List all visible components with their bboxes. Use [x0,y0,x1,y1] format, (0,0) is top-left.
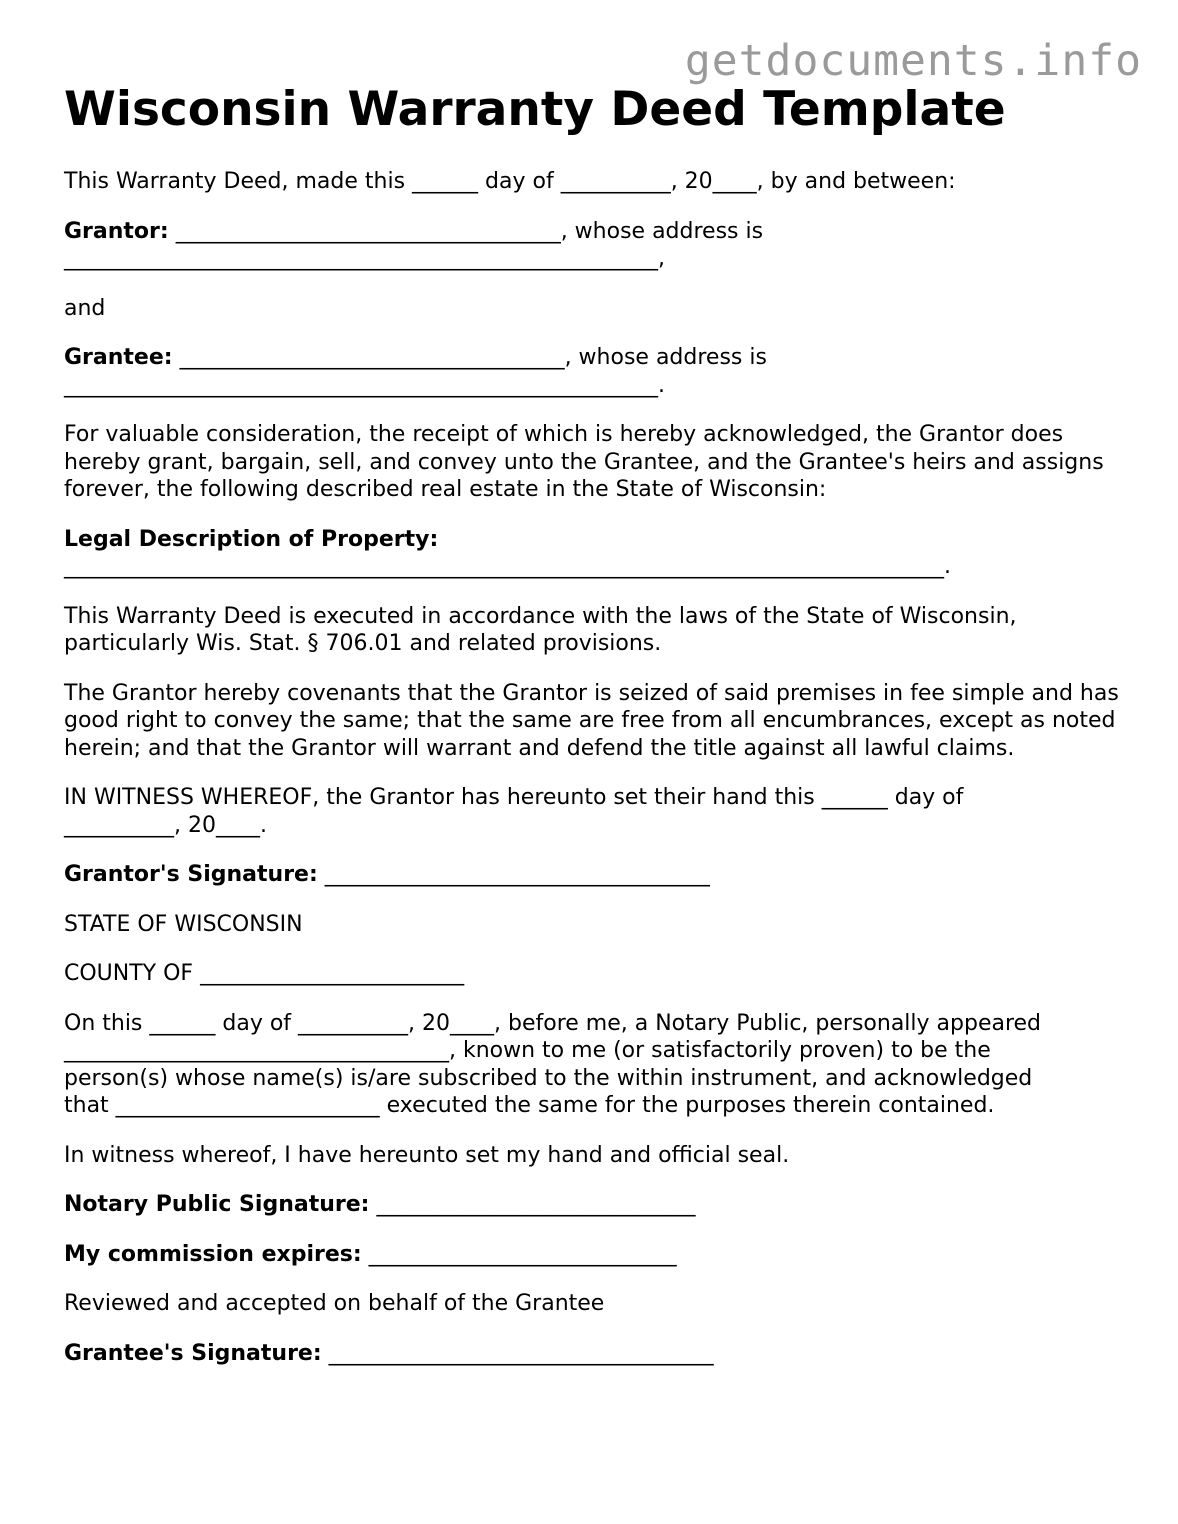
and-text: and [64,295,106,321]
consideration-paragraph: For valuable consideration, the receipt of which is hereby acknowledged, the Grantor does hereby grant, bargain, sell, and convey unto the Grantee, and the Grantee's heirs and assigns forever, the following described real estate in the State of Wisconsin: [64,422,1104,502]
reviewed-text: Reviewed and accepted on behalf of the Grantee [64,1291,605,1316]
notary-paragraph [64,1010,1124,1120]
witness-line-2: __________, 20____. [64,812,267,838]
legal-description-line: ________________________________________________________________________________. [64,554,951,579]
county-text: COUNTY OF ________________________ [64,961,465,986]
commission-line [64,1241,1124,1269]
notary-line-1: On this ______ day of __________, 20____, before me, a Notary Public, personally appeared [64,1010,1042,1036]
seal-text: In witness whereof, I have hereunto set my hand and official seal. [64,1142,790,1168]
commission-blank: ____________________________ [361,1241,677,1267]
notary-signature-label: Notary Public Signature: [64,1192,370,1217]
legal-description-block [64,526,1124,581]
grantee-block [64,344,1124,399]
notary-line-4: that ________________________ executed the same for the purposes therein contained. [64,1093,995,1118]
grantee-name-line: ___________________________________, whose address is [172,345,767,370]
notary-signature-line [64,1191,1124,1219]
grantor-label: Grantor: [64,218,169,244]
witness-line-1: IN WITNESS WHEREOF, the Grantor has hereunto set their hand this ______ day of [64,785,964,810]
grantor-block [64,218,1124,273]
grantee-signature-line [64,1340,1124,1368]
state-text: STATE OF WISCONSIN [64,911,303,937]
grantee-signature-blank: ___________________________________ [321,1340,714,1366]
grantee-address-line: ______________________________________________________. [64,372,665,398]
grantor-signature-label: Grantor's Signature: [64,862,318,887]
notary-line-3: person(s) whose name(s) is/are subscribed to the within instrument, and acknowledged [64,1065,1033,1091]
legal-description-label: Legal Description of Property: [64,526,439,552]
commission-label: My commission expires: [64,1241,362,1267]
notary-line-2: ___________________________________, known to me (or satisfactorily proven) to be the [64,1038,991,1063]
watermark: getdocuments.info [684,36,1142,86]
grantee-label: Grantee: [64,345,173,370]
document-title: Wisconsin Warranty Deed Template [64,82,1006,137]
witness-paragraph [64,784,1124,839]
grantor-signature-blank: ___________________________________ [317,862,710,887]
grantor-name-line: ___________________________________, whose address is [168,218,764,244]
notary-signature-blank: _____________________________ [369,1192,696,1217]
grantee-signature-label: Grantee's Signature: [64,1340,322,1366]
intro-paragraph: This Warranty Deed, made this ______ day of __________, 20____, by and between: [64,169,956,194]
covenant-paragraph: The Grantor hereby covenants that the Grantor is seized of said premises in fee simple and has good right to convey the same; that the same are free from all encumbrances, except as noted herein; and that the Grantor will warrant and defend the title against all lawful claims. [64,680,1119,761]
grantor-signature-line [64,861,1124,889]
grantor-address-line: ______________________________________________________, [64,246,665,271]
executed-paragraph: This Warranty Deed is executed in accordance with the laws of the State of Wisconsin, particularly Wis. Stat. § 706.01 and related provisions. [64,603,1017,656]
document-body [64,80,1124,1389]
